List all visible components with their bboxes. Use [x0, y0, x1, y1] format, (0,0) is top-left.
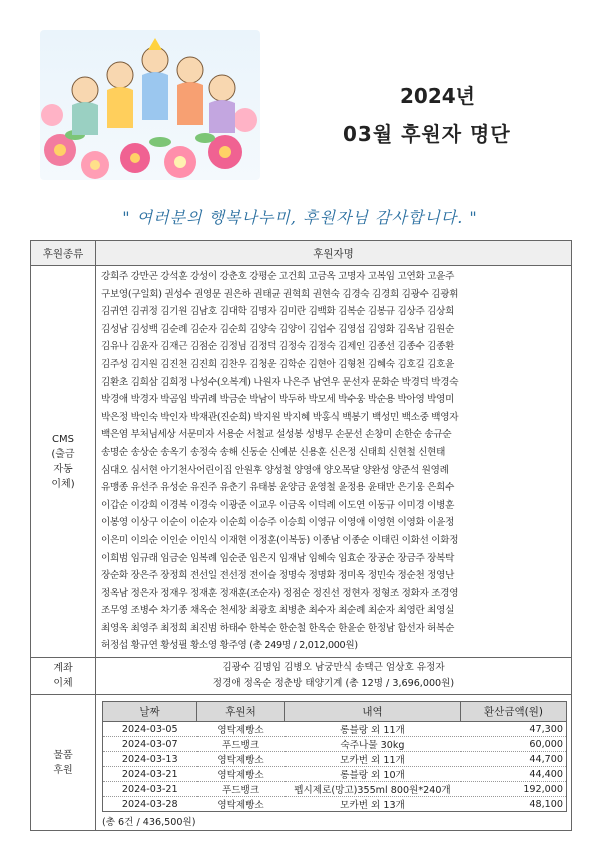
cell-amount: 60,000 — [461, 737, 567, 752]
cell-date: 2024-03-07 — [103, 737, 197, 752]
cell-amount: 44,400 — [461, 767, 567, 782]
donor-line: 이은미 이의순 이인순 이인식 이재현 이정훈(이복동) 이종남 이종순 이태린 이화선 이화정 — [101, 534, 459, 546]
donor-line: 정옥남 정은자 정재우 정재훈 정재훈(조순자) 정점순 정진선 정현자 정형조 정화자 조경영 — [101, 587, 459, 599]
donor-line: 강희주 강만곤 강석훈 강성이 강춘호 강평순 고건희 고금옥 고명자 고복임 고연화 고윤주 — [101, 271, 455, 282]
donor-line: 김귀연 김귀정 김기원 김남호 김대학 김명자 김미란 김백화 김복순 김봉규 김상주 김상희 — [101, 306, 455, 318]
donor-line: 구보영(구일회) 권성수 권영문 권은하 권태균 권혁희 권현숙 김경숙 김경희 김광수 김광휘 — [101, 288, 459, 300]
cell-detail: 롱블랑 외 10개 — [285, 767, 461, 782]
cms-label — [31, 266, 96, 658]
donor-line: 허정섭 황규연 황성필 황소영 황주영 (총 249명 / 2,012,000원) — [101, 640, 358, 652]
slogan: " 여러분의 행복나누미, 후원자님 감사합니다. " — [122, 208, 478, 227]
label-line: (출금 — [51, 448, 75, 460]
label-line: 후원 — [53, 764, 73, 776]
goods-total: (총 6건 / 436,500원) — [102, 817, 196, 829]
donor-line: 박경애 박경자 박곰임 박귀례 박금순 박남이 박두하 박모세 박수웅 박순용 박아영 박영미 — [101, 394, 455, 406]
header-illustration — [40, 30, 260, 180]
goods-donation-cell — [96, 695, 572, 831]
cell-detail: 펩시제로(망고)355ml 800원*240개 — [285, 782, 461, 797]
label-line: 이체 — [53, 678, 73, 690]
donor-line: 장순화 장은주 장정희 전선일 전선정 전이슬 정명숙 정명화 정미옥 정민숙 정순천 정영난 — [101, 570, 455, 582]
cms-donor-list — [96, 266, 572, 658]
cell-donor: 영탁제빵소 — [197, 767, 285, 782]
table-row — [103, 722, 567, 737]
account-row — [31, 658, 572, 695]
cell-detail: 모카번 외 11개 — [285, 752, 461, 767]
donor-line: 심대오 심서현 아기천사어린이집 안원후 양성철 양영애 양오목달 양완성 양준석 원영례 — [101, 464, 449, 476]
goods-header-row — [103, 702, 567, 722]
cell-amount: 44,700 — [461, 752, 567, 767]
cell-donor: 푸드뱅크 — [197, 737, 285, 752]
column-header-type: 후원종류 — [31, 241, 96, 266]
donor-line: 김광수 김명임 김병오 남궁만식 송택근 엄상호 유정자 — [222, 662, 445, 674]
page-title: 03월 후원자 명단 — [343, 122, 511, 146]
cell-detail: 모카번 외 13개 — [285, 797, 461, 812]
label-line: 물품 — [53, 749, 73, 761]
header-donor: 후원처 — [197, 702, 285, 722]
cell-amount: 47,300 — [461, 722, 567, 737]
donor-line: 이봉영 이상구 이순이 이순자 이순희 이승주 이승희 이영규 이영애 이영현 이영화 이윤정 — [101, 517, 455, 529]
label-line: 이체) — [51, 478, 75, 490]
label-line: 계좌 — [53, 663, 73, 675]
people-illustration — [72, 38, 235, 135]
donor-line: 유맹종 유선주 유성순 유진주 유춘기 유태봉 윤양금 윤영철 윤정용 윤태만 은기웅 은희수 — [101, 482, 455, 494]
cell-donor: 푸드뱅크 — [197, 782, 285, 797]
donor-line: 박은정 박인숙 박인자 박재관(진순희) 박지원 박지혜 박홍식 백봉기 백성민 백소중 백영자 — [101, 411, 459, 423]
goods-table — [102, 701, 567, 812]
label-line: 자동 — [53, 463, 73, 475]
donor-line: 정경애 정옥순 정춘방 태양기계 (총 12명 / 3,696,000원) — [212, 678, 455, 690]
header-detail: 내역 — [285, 702, 461, 722]
table-row — [103, 767, 567, 782]
table-row — [103, 752, 567, 767]
cell-amount: 192,000 — [461, 782, 567, 797]
donor-line: 이희범 임규래 임금순 임복례 임순준 임은지 임재남 임혜숙 임효순 장공순 장금주 장복탁 — [101, 552, 455, 564]
cell-donor: 영탁제빵소 — [197, 752, 285, 767]
goods-row — [31, 695, 572, 831]
column-header-names: 후원자명 — [96, 241, 572, 266]
table-row — [103, 797, 567, 812]
donor-line: 김성남 김성백 김순례 김순자 김순희 김양숙 김양이 김업수 김영섭 김영화 김옥남 김원순 — [101, 323, 455, 335]
header-amount: 환산금액(원) — [461, 702, 567, 722]
donor-line: 최영옥 최영주 최정희 최진범 하태수 한복순 한순철 한옥순 한윤순 한정남 함선자 허복순 — [101, 622, 455, 634]
donor-line: 조무영 조병수 차기종 채옥순 천세창 최광호 최병춘 최수자 최순례 최순자 최영란 최영실 — [101, 605, 455, 617]
cell-amount: 48,100 — [461, 797, 567, 812]
table-header-row — [31, 241, 572, 266]
donor-line: 이갑순 이강희 이경복 이경숙 이광준 이교우 이금옥 이덕례 이도연 이동규 이미경 이병훈 — [101, 499, 455, 511]
cell-detail: 롱블랑 외 11개 — [285, 722, 461, 737]
cell-date: 2024-03-05 — [103, 722, 197, 737]
account-donor-list — [96, 658, 572, 695]
donor-line: 김주성 김지원 김진천 김진희 김찬우 김청운 김학순 김현아 김형천 김혜숙 김호길 김호윤 — [101, 358, 455, 370]
goods-label — [31, 695, 96, 831]
donor-line: 김환초 김희삼 김희정 나성수(오복계) 나원자 나은주 남연우 문선자 문화순 박경덕 박경숙 — [101, 376, 459, 388]
cell-date: 2024-03-21 — [103, 782, 197, 797]
report-year: 2024년 — [400, 84, 475, 108]
cell-donor: 영탁제빵소 — [197, 722, 285, 737]
donor-line: 백은염 부처님세상 서문미자 서용순 서철교 설성봉 성병무 손문선 손창미 손한순 송규순 — [101, 429, 452, 441]
header-date: 날짜 — [103, 702, 197, 722]
donor-line: 김유나 김윤자 김재근 김점순 김정님 김정덕 김정숙 김정숙 김제인 김종선 김종수 김종환 — [101, 341, 455, 353]
cms-row — [31, 266, 572, 658]
cell-date: 2024-03-13 — [103, 752, 197, 767]
table-row — [103, 782, 567, 797]
donor-line: 송명순 송상순 송옥기 송정숙 송해 신동순 신예분 신용훈 신은정 신태희 신현철 신현태 — [101, 446, 446, 458]
cell-date: 2024-03-21 — [103, 767, 197, 782]
label-line: CMS — [52, 433, 74, 445]
table-row — [103, 737, 567, 752]
cell-date: 2024-03-28 — [103, 797, 197, 812]
account-label — [31, 658, 96, 695]
donor-table — [30, 240, 572, 831]
cell-detail: 숙주나물 30kg — [285, 737, 461, 752]
cell-donor: 영탁제빵소 — [197, 797, 285, 812]
